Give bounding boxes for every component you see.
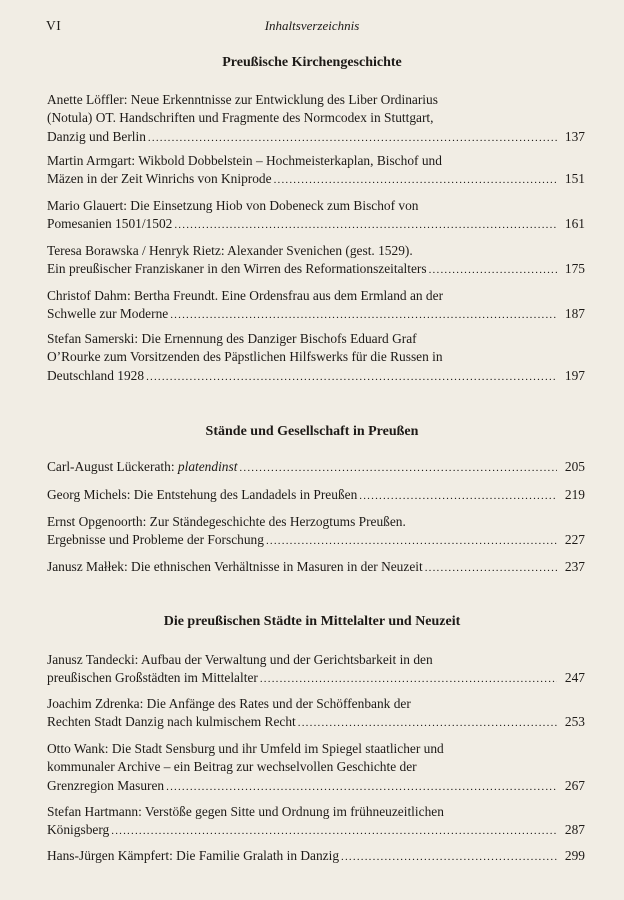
leader-dots: [148, 129, 557, 147]
page-ref: 253: [564, 714, 585, 730]
entry-line: preußischen Großstädten im Mittelalter: [47, 670, 258, 686]
entry-line: Deutschland 1928: [47, 367, 145, 383]
entry-line: Martin Armgart: Wikbold Dobbelstein – Hochmeisterkaplan, Bischof und: [47, 153, 442, 168]
entry-line: Mario Glauert: Die Einsetzung Hiob von Dobeneck zum Bischof von: [47, 198, 419, 213]
leader-dots: [174, 216, 557, 234]
entry-line: Rechten Stadt Danzig nach kulmischem Recht: [47, 714, 296, 730]
entry-line: O’Rourke zum Vorsitzenden des Päpstlichen Hilfswerks für die Russen in: [47, 349, 443, 365]
entry-line: Ein preußischer Franziskaner in den Wirren des Reformationszeitalters: [47, 261, 427, 277]
entry-line: Anette Löffler: Neue Erkenntnisse zur Entwicklung des Liber Ordinarius: [47, 92, 438, 107]
leader-dots: [266, 532, 557, 550]
toc-entry[interactable]: [47, 458, 585, 477]
toc-entry[interactable]: [47, 847, 585, 866]
page-ref: 187: [564, 306, 585, 322]
leader-dots: [146, 368, 557, 386]
leader-dots: [425, 559, 557, 577]
page-ref: 161: [564, 216, 585, 232]
page-ref: 219: [564, 487, 585, 502]
toc-entry[interactable]: [47, 197, 585, 235]
entry-line: Janusz Tandecki: Aufbau der Verwaltung und der Gerichtsbarkeit in den: [47, 652, 433, 667]
entry-italic: platendinst: [177, 459, 238, 474]
entry-line: Mäzen in der Zeit Winrichs von Kniprode: [47, 171, 272, 187]
leader-dots: [359, 487, 557, 505]
toc-entry[interactable]: [47, 695, 585, 733]
entry-line: Otto Wank: Die Stadt Sensburg und ihr Umfeld im Spiegel staatlicher und: [47, 741, 444, 756]
toc-entry[interactable]: [47, 651, 585, 689]
page-ref: 287: [564, 822, 585, 838]
entry-line: (Notula) OT. Handschriften und Fragmente des Normcodex in Stuttgart,: [47, 110, 434, 126]
toc-entry[interactable]: [47, 803, 585, 841]
page-ref: 197: [564, 367, 585, 383]
entry-line: Stefan Hartmann: Verstöße gegen Sitte und Ordnung im frühneuzeitlichen: [47, 804, 444, 819]
leader-dots: [260, 670, 557, 688]
leader-dots: [170, 306, 557, 324]
toc-entry[interactable]: [47, 152, 585, 190]
section-title: Die preußischen Städte in Mittelalter und Neuzeit: [163, 614, 461, 629]
page-number: VI: [46, 18, 62, 33]
toc-entry[interactable]: [47, 486, 585, 505]
entry-line: Stefan Samerski: Die Ernennung des Danziger Bischofs Eduard Graf: [47, 331, 417, 346]
leader-dots: [166, 778, 557, 796]
page-ref: 205: [564, 459, 585, 474]
page-ref: 299: [564, 848, 585, 863]
toc-entry[interactable]: [47, 558, 585, 577]
entry-line: Hans-Jürgen Kämpfert: Die Familie Gralath in Danzig: [47, 848, 340, 863]
toc-entry[interactable]: [47, 242, 585, 280]
page-ref: 247: [564, 670, 585, 686]
entry-line: Danzig und Berlin: [47, 128, 146, 144]
entry-line: Carl-August Lückerath: platendinst: [47, 459, 238, 474]
page-ref: 151: [564, 171, 585, 187]
entry-line: Königsberg: [47, 822, 110, 838]
entry-line: Pomesanien 1501/1502: [47, 216, 173, 232]
toc-entry[interactable]: [47, 330, 585, 386]
leader-dots: [298, 714, 557, 732]
running-title: Inhaltsverzeichnis: [264, 18, 360, 33]
page-ref: 267: [564, 777, 585, 793]
entry-line: Ergebnisse und Probleme der Forschung: [47, 532, 264, 548]
entry-line: Teresa Borawska / Henryk Rietz: Alexander Svenichen (gest. 1529).: [47, 243, 413, 258]
entry-line: Georg Michels: Die Entstehung des Landadels in Preußen: [47, 487, 358, 502]
leader-dots: [239, 459, 557, 477]
leader-dots: [274, 171, 557, 189]
leader-dots: [429, 261, 557, 279]
toc-entry[interactable]: [47, 740, 585, 796]
entry-line: Joachim Zdrenka: Die Anfänge des Rates und der Schöffenbank der: [47, 696, 411, 711]
entry-line: kommunaler Archive – ein Beitrag zur wechselvollen Geschichte der: [47, 759, 417, 775]
entry-line: Janusz Małłek: Die ethnischen Verhältnisse in Masuren in der Neuzeit: [47, 559, 423, 574]
entry-line: Christof Dahm: Bertha Freundt. Eine Ordensfrau aus dem Ermland an der: [47, 288, 444, 303]
entry-line: Ernst Opgenoorth: Zur Ständegeschichte des Herzogtums Preußen.: [47, 514, 406, 529]
leader-dots: [341, 848, 557, 866]
entry-line: Schwelle zur Moderne: [47, 306, 169, 322]
toc-entry[interactable]: [47, 91, 585, 147]
page-ref: 137: [564, 128, 585, 144]
entry-line: Grenzregion Masuren: [47, 777, 165, 793]
leader-dots: [111, 822, 557, 840]
section-title: Stände und Gesellschaft in Preußen: [205, 424, 419, 439]
section-title: Preußische Kirchengeschichte: [222, 55, 402, 70]
page-ref: 237: [564, 559, 585, 574]
page-header: [0, 18, 624, 38]
toc-entry[interactable]: [47, 513, 585, 551]
toc-entry[interactable]: [47, 287, 585, 325]
page-ref: 227: [564, 532, 585, 548]
page-ref: 175: [564, 261, 585, 277]
